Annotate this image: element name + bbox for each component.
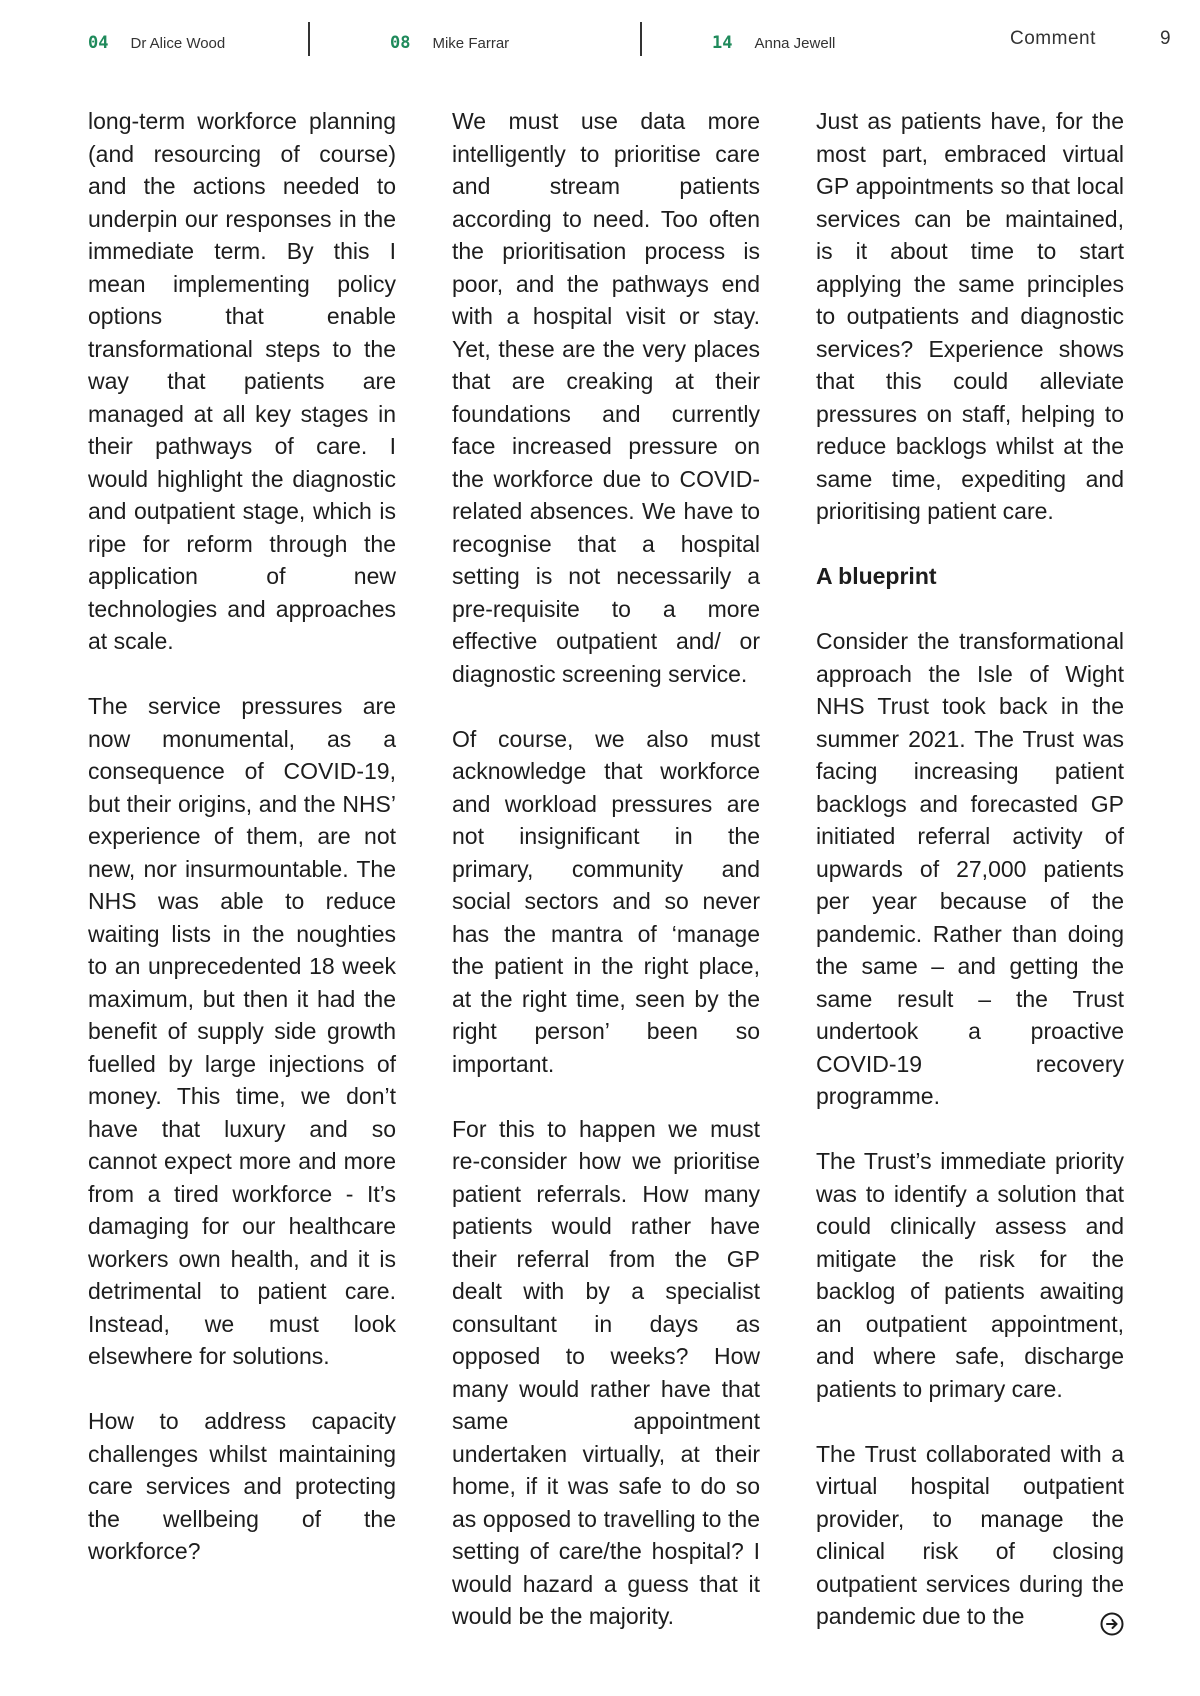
body-paragraph: We must use data more intelligently to prioritise care and stream patients according to need. Too often the prioritisation process is poor, and the pathways end with a hospital visit or stay. Yet, these are the very places that are creaking at their foundations and currently face increased pressure on the workforce due to COVID-related absences. We have to recognise that a hospital setting is not necessarily a pre-requisite to a more effective outpatient and/ or diagnostic screening service. bbox=[452, 108, 760, 687]
nav-author-name: Mike Farrar bbox=[432, 35, 510, 52]
body-paragraph: long-term workforce planning (and resourcing of course) and the actions needed to underpin our responses in the immediate term. By this I mean implementing policy options that enable transformational steps to the way that patients are managed at all key stages in their pathways of care. I would highlight the diagnostic and outpatient stage, which is ripe for reform through the application of new technologies and approaches at scale. bbox=[88, 108, 396, 654]
nav-divider bbox=[308, 22, 310, 56]
body-paragraph: Consider the transformational approach the Isle of Wight NHS Trust took back in the summer 2021. The Trust was facing increasing patient backlogs and forecasted GP initiated referral activity of upwards of 27,000 patients per year because of the pandemic. Rather than doing the same – and getting the same result – the Trust undertook a proactive COVID-19 recovery programme. bbox=[816, 628, 1124, 1109]
text-column-2 bbox=[452, 105, 760, 1665]
arrow-circle-right-icon bbox=[1100, 1612, 1124, 1636]
nav-link-anna-jewell[interactable] bbox=[712, 33, 835, 53]
body-paragraph: How to address capacity challenges whilst maintaining care services and protecting the wellbeing of the workforce? bbox=[88, 1408, 396, 1564]
section-label: Comment bbox=[1010, 28, 1096, 49]
text-column-1 bbox=[88, 105, 396, 1600]
nav-link-alice-wood[interactable] bbox=[88, 33, 225, 53]
page-number: 9 bbox=[1160, 28, 1171, 49]
body-paragraph: Just as patients have, for the most part, embraced virtual GP appointments so that local services can be maintained, is it about time to start applying the same principles to outpatients and diagnostic services? Experience shows that this could alleviate pressures on staff, helping to reduce backlogs whilst at the same time, expediting and prioritising patient care. bbox=[816, 108, 1124, 524]
next-page-button[interactable] bbox=[1100, 1612, 1124, 1636]
text-column-3 bbox=[816, 105, 1124, 1665]
nav-page-number: 08 bbox=[390, 33, 411, 53]
nav-author-name: Dr Alice Wood bbox=[130, 35, 226, 52]
body-paragraph: Of course, we also must acknowledge that workforce and workload pressures are not insignificant in the primary, community and social sectors and so never has the mantra of ‘manage the patient in the right place, at the right time, seen by the right person’ been so important. bbox=[452, 725, 760, 1077]
nav-page-number: 14 bbox=[712, 33, 733, 53]
page-header bbox=[0, 0, 1200, 80]
body-paragraph: The Trust collaborated with a virtual hospital outpatient provider, to manage the clinical risk of closing outpatient services during the pandemic due to the bbox=[816, 1440, 1124, 1629]
body-paragraph: For this to happen we must re-consider how we prioritise patient referrals. How many patients would rather have their referral from the GP dealt with by a specialist consultant in days as opposed to weeks? How many would rather have that same appointment undertaken virtually, at their home, if it was safe to do so as opposed to travelling to the setting of care/the hospital? I would hazard a guess that it would be the majority. bbox=[452, 1115, 760, 1629]
nav-divider bbox=[640, 22, 642, 56]
nav-link-mike-farrar[interactable] bbox=[390, 33, 509, 53]
nav-page-number: 04 bbox=[88, 33, 109, 53]
body-paragraph: The service pressures are now monumental, as a consequence of COVID-19, but their origins, and the NHS’ experience of them, are not new, nor insurmountable. The NHS was able to reduce waiting lists in the noughties to an unprecedented 18 week maximum, but then it had the benefit of supply side growth fuelled by large injections of money. This time, we don’t have that luxury and so cannot expect more and more from a tired workforce - It’s damaging for our healthcare workers own health, and it is detrimental to patient care. Instead, we must look elsewhere for solutions. bbox=[88, 693, 396, 1369]
body-paragraph: The Trust’s immediate priority was to identify a solution that could clinically assess and mitigate the risk for the backlog of patients awaiting an outpatient appointment, and where safe, discharge patients to primary care. bbox=[816, 1148, 1124, 1402]
subheading: A blueprint bbox=[816, 563, 937, 589]
nav-author-name: Anna Jewell bbox=[754, 35, 836, 52]
